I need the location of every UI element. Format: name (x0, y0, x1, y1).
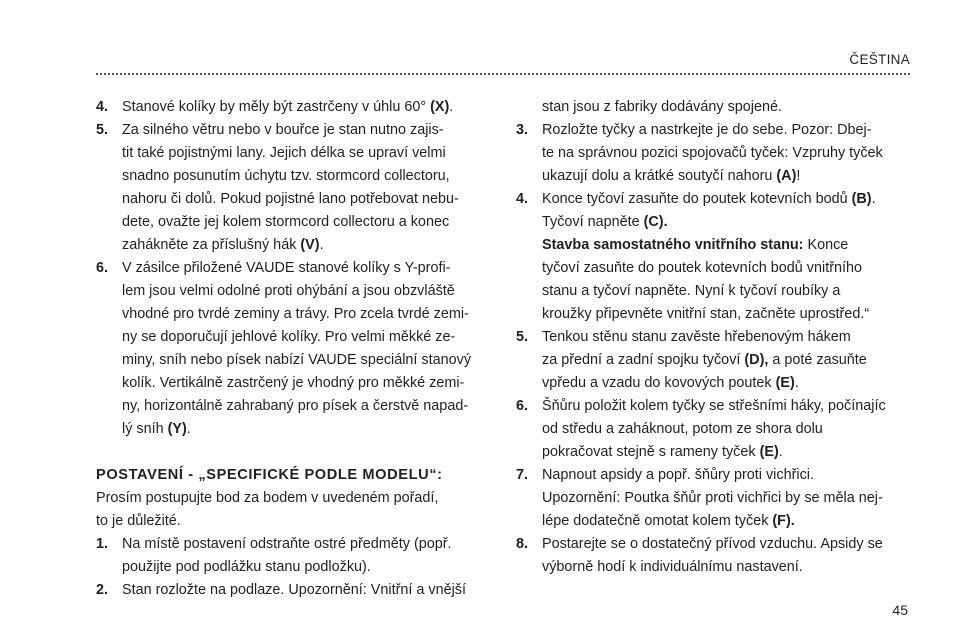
list-item-number: 3. (516, 122, 529, 138)
text-segment: miny, sníh nebo písek nabízí VAUDE speciální stanový (122, 352, 472, 368)
list-item-line (542, 188, 916, 211)
text-segment: . (449, 99, 454, 115)
bold-reference: (E) (775, 375, 795, 391)
list-item (516, 326, 916, 395)
text-segment: za přední a zadní spojku tyčoví (542, 352, 745, 368)
continuation-text (516, 96, 916, 119)
list-item-number: 8. (516, 536, 529, 552)
text-segment: vpředu a vzadu do kovových poutek (542, 375, 776, 391)
intro-line (96, 510, 496, 533)
bold-reference: (E) (759, 444, 779, 460)
text-segment: . (319, 237, 324, 253)
text-segment: kroužky připevněte vnitřní stan, začněte uprostřed.“ (542, 306, 870, 322)
list-item-line (542, 395, 916, 418)
list-item-line (542, 119, 916, 142)
list-item-number: 4. (516, 191, 529, 207)
list-item-number: 4. (96, 99, 109, 115)
language-label: ČEŠTINA (849, 52, 910, 67)
list-item-line (542, 510, 916, 533)
text-segment: od středu a zaháknout, potom ze shora dolu (542, 421, 823, 437)
text-segment: stanu a tyčoví napněte. Nyní k tyčoví roubíky a (542, 283, 841, 299)
list-item-line (122, 349, 496, 372)
text-segment: . (778, 444, 783, 460)
text-segment: Postarejte se o dostatečný přívod vzduchu. Apsidy se (542, 536, 883, 552)
list-item (516, 533, 916, 579)
text-segment: Tenkou stěnu stanu zavěste hřebenovým hákem (542, 329, 851, 345)
numbered-list-top (96, 96, 496, 441)
list-item-line (542, 280, 916, 303)
bold-reference: (V) (300, 237, 320, 253)
bold-reference: (C). (643, 214, 668, 230)
bold-reference: (A) (776, 168, 797, 184)
text-segment: te na správnou pozici spojovačů tyček: Vzpruhy tyček (542, 145, 883, 161)
text-segment: Stanové kolíky by měly být zastrčeny v úhlu 60° (122, 99, 431, 115)
list-item (96, 119, 496, 257)
list-item-line (542, 349, 916, 372)
list-item-number: 2. (96, 582, 109, 598)
text-segment: . (871, 191, 876, 207)
list-item-line (122, 119, 496, 142)
list-item-line (122, 257, 496, 280)
text-segment: Konce tyčoví zasuňte do poutek kotevních bodů (542, 191, 852, 207)
bold-reference: Stavba samostatného vnitřního stanu: (542, 237, 804, 253)
list-item-line (122, 326, 496, 349)
list-item-line (542, 487, 916, 510)
list-item-line (542, 533, 916, 556)
section-intro (96, 487, 496, 533)
text-segment: Za silného větru nebo v bouřce je stan nutno zajis- (122, 122, 444, 138)
text-segment: Upozornění: Poutka šňůr proti vichřici by se měla nej- (542, 490, 883, 506)
list-item-number: 5. (516, 329, 529, 345)
list-item-line (122, 280, 496, 303)
list-item-line (542, 303, 916, 326)
text-segment: stan jsou z fabriky dodávány spojené. (542, 99, 782, 115)
text-segment: ny, horizontálně zahrabaný pro písek a čerstvě napad- (122, 398, 469, 414)
text-segment: snadno posunutím úchytu tzv. stormcord collectoru, (122, 168, 450, 184)
text-segment: ny se doporučují jehlové kolíky. Pro velmi měkké ze- (122, 329, 456, 345)
list-item-line (122, 234, 496, 257)
list-item (96, 533, 496, 579)
list-item-line (542, 142, 916, 165)
list-item-line (542, 441, 916, 464)
list-item (96, 579, 496, 602)
list-item-line (122, 556, 496, 579)
text-segment: ! (796, 168, 801, 184)
section-gap (96, 441, 496, 464)
text-segment: výborně hodí k individuálnímu nastavení. (542, 559, 803, 575)
list-item-line (122, 211, 496, 234)
numbered-list-right (516, 119, 916, 579)
text-segment: Prosím postupujte bod za bodem v uvedeném pořadí, (96, 490, 439, 506)
text-segment: Na místě postavení odstraňte ostré předměty (popř. (122, 536, 452, 552)
bold-reference: (B) (851, 191, 872, 207)
text-segment: lem jsou velmi odolné proti ohýbání a jsou obzvláště (122, 283, 455, 299)
bold-reference: (D), (744, 352, 769, 368)
bold-reference: (X) (430, 99, 450, 115)
text-segment: Napnout apsidy a popř. šňůry proti vichřici. (542, 467, 814, 483)
list-item-line (122, 579, 496, 602)
bold-reference: (F). (772, 513, 795, 529)
list-item-line (542, 464, 916, 487)
list-item (516, 464, 916, 533)
text-segment: . (794, 375, 799, 391)
text-segment: a poté zasuňte (768, 352, 867, 368)
text-segment: Tyčoví napněte (542, 214, 644, 230)
text-segment: V zásilce přiložené VAUDE stanové kolíky s Y-profi- (122, 260, 451, 276)
text-segment: Šňůru položit kolem tyčky se střešními háky, počínajíc (542, 398, 886, 414)
text-segment: tyčoví zasuňte do poutek kotevních bodů vnitřního (542, 260, 862, 276)
list-item-number: 6. (96, 260, 109, 276)
text-segment: zahákněte za příslušný hák (122, 237, 301, 253)
list-item (96, 96, 496, 119)
list-item-line (122, 188, 496, 211)
text-segment: Rozložte tyčky a nastrkejte je do sebe. Pozor: Dbej- (542, 122, 872, 138)
text-segment: lý sníh (122, 421, 168, 437)
list-item-line (542, 257, 916, 280)
text-segment: to je důležité. (96, 513, 181, 529)
list-item-line (122, 395, 496, 418)
section-heading: POSTAVENÍ - „SPECIFICKÉ PODLE MODELU“: (96, 467, 443, 483)
text-segment: použijte pod podlážku stanu podložku). (122, 559, 371, 575)
list-item-number: 7. (516, 467, 529, 483)
list-item-line (122, 418, 496, 441)
list-item-line (122, 96, 496, 119)
list-item-line (122, 142, 496, 165)
text-segment: ukazují dolu a krátké soutyčí nahoru (542, 168, 777, 184)
list-item-line (122, 533, 496, 556)
text-segment: Konce (803, 237, 849, 253)
text-segment: pokračovat stejně s rameny tyček (542, 444, 760, 460)
numbered-list-bottom (96, 533, 496, 602)
list-item-line (122, 303, 496, 326)
text-segment: dete, ovažte jej kolem stormcord collectoru a konec (122, 214, 450, 230)
list-item-number: 6. (516, 398, 529, 414)
list-item-number: 1. (96, 536, 109, 552)
right-column (516, 96, 916, 579)
intro-line (96, 487, 496, 510)
text-segment: tit také pojistnými lany. Jejich délka se upraví velmi (122, 145, 446, 161)
text-segment: . (186, 421, 191, 437)
text-segment: lépe dodatečně omotat kolem tyček (542, 513, 773, 529)
list-item-line (542, 418, 916, 441)
continuation-line (542, 96, 916, 119)
page-number: 45 (892, 602, 908, 618)
dotted-header-rule (96, 73, 910, 75)
list-item-line (542, 556, 916, 579)
list-item-line (122, 372, 496, 395)
text-segment: nahoru či dolů. Pokud pojistné lano potřebovat nebu- (122, 191, 459, 207)
list-item (516, 188, 916, 326)
bold-reference: (Y) (167, 421, 187, 437)
list-item-line (542, 234, 916, 257)
list-item-line (542, 326, 916, 349)
list-item-line (122, 165, 496, 188)
list-item (96, 257, 496, 441)
list-item-line (542, 211, 916, 234)
list-item (516, 119, 916, 188)
list-item-line (542, 372, 916, 395)
text-segment: Stan rozložte na podlaze. Upozornění: Vnitřní a vnější (122, 582, 466, 598)
list-item-number: 5. (96, 122, 109, 138)
text-segment: kolík. Vertikálně zastrčený je vhodný pro měkké zemi- (122, 375, 465, 391)
list-item (516, 395, 916, 464)
list-item-line (542, 165, 916, 188)
left-column (96, 96, 496, 602)
text-segment: vhodné pro tvrdé zeminy a trávy. Pro zcela tvrdé zemi- (122, 306, 469, 322)
